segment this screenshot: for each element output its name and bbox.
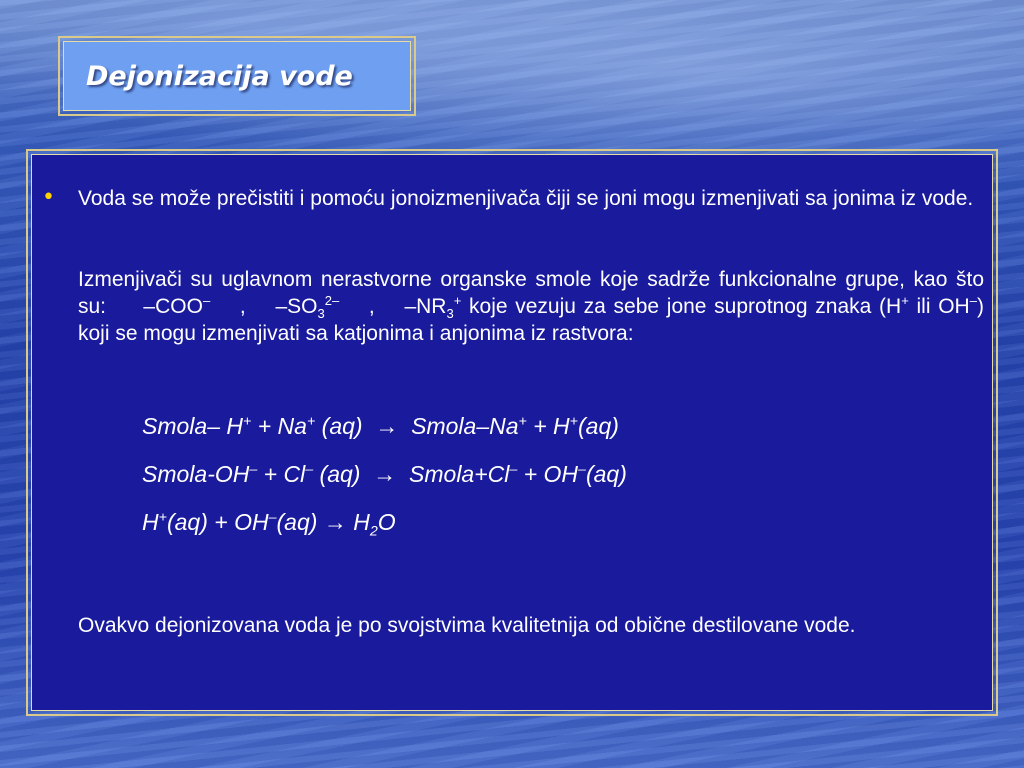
equation-neutralization: $H^+(aq) + OH^-(aq) \to H_2O$: [142, 509, 396, 540]
content-frame: [26, 149, 998, 716]
paragraph-exchangers: Izmenjivači su uglavnom nerastvorne organske smole koje sadrže funkcionalne grupe, kao što su: –COO– , $-SO_3^{2-}$ , $-NR_3^+$ koje vezuju za sebe jone suprotnog znaka (H+ ili OH–) koji se mogu izmenjivati sa katjonima i anjonima iz rastvora:: [78, 268, 984, 345]
title-frame: [58, 36, 416, 116]
arrow-icon: →: [375, 413, 399, 439]
group-coo: –COO–: [143, 293, 211, 318]
slide-title: Dejonizacija vode: [86, 60, 353, 92]
group-nr3: $-NR_3^+$: [404, 293, 462, 322]
arrow-icon: →: [373, 461, 397, 487]
paragraph-exchangers-text-d: ) koji se mogu izmenjivati sa katjonima i anjonima iz rastvora:: [78, 295, 984, 345]
paragraph-conclusion: Ovakvo dejonizovana voda je po svojstvima kvalitetnija od obične destilovane vode.: [78, 614, 856, 637]
bullet-dot-icon: •: [42, 185, 55, 210]
title-panel: [63, 41, 411, 111]
paragraph-exchangers-text-b: koje vezuju za sebe jone suprotnog znaka (H: [469, 295, 902, 318]
paragraph-intro: Voda se može prečistiti i pomoću jonoizmenjivača čiji se joni mogu izmenjivati sa jonima iz vode.: [78, 187, 974, 210]
equation-anion-exchange: Smola-OH– + Cl– (aq) → Smola+Cl– + OH–(aq): [142, 461, 627, 487]
group-so3: $-SO_3^{2-}$: [275, 293, 340, 322]
equation-cation-exchange: Smola– H+ + Na+ (aq) → Smola–Na+ + H+(aq): [142, 413, 619, 439]
paragraph-exchangers-text-a: Izmenjivači su uglavnom nerastvorne organske smole koje sadrže funkcionalne grupe, kao što su:: [78, 268, 984, 318]
content-panel: [31, 154, 993, 711]
arrow-icon: →: [323, 509, 347, 535]
